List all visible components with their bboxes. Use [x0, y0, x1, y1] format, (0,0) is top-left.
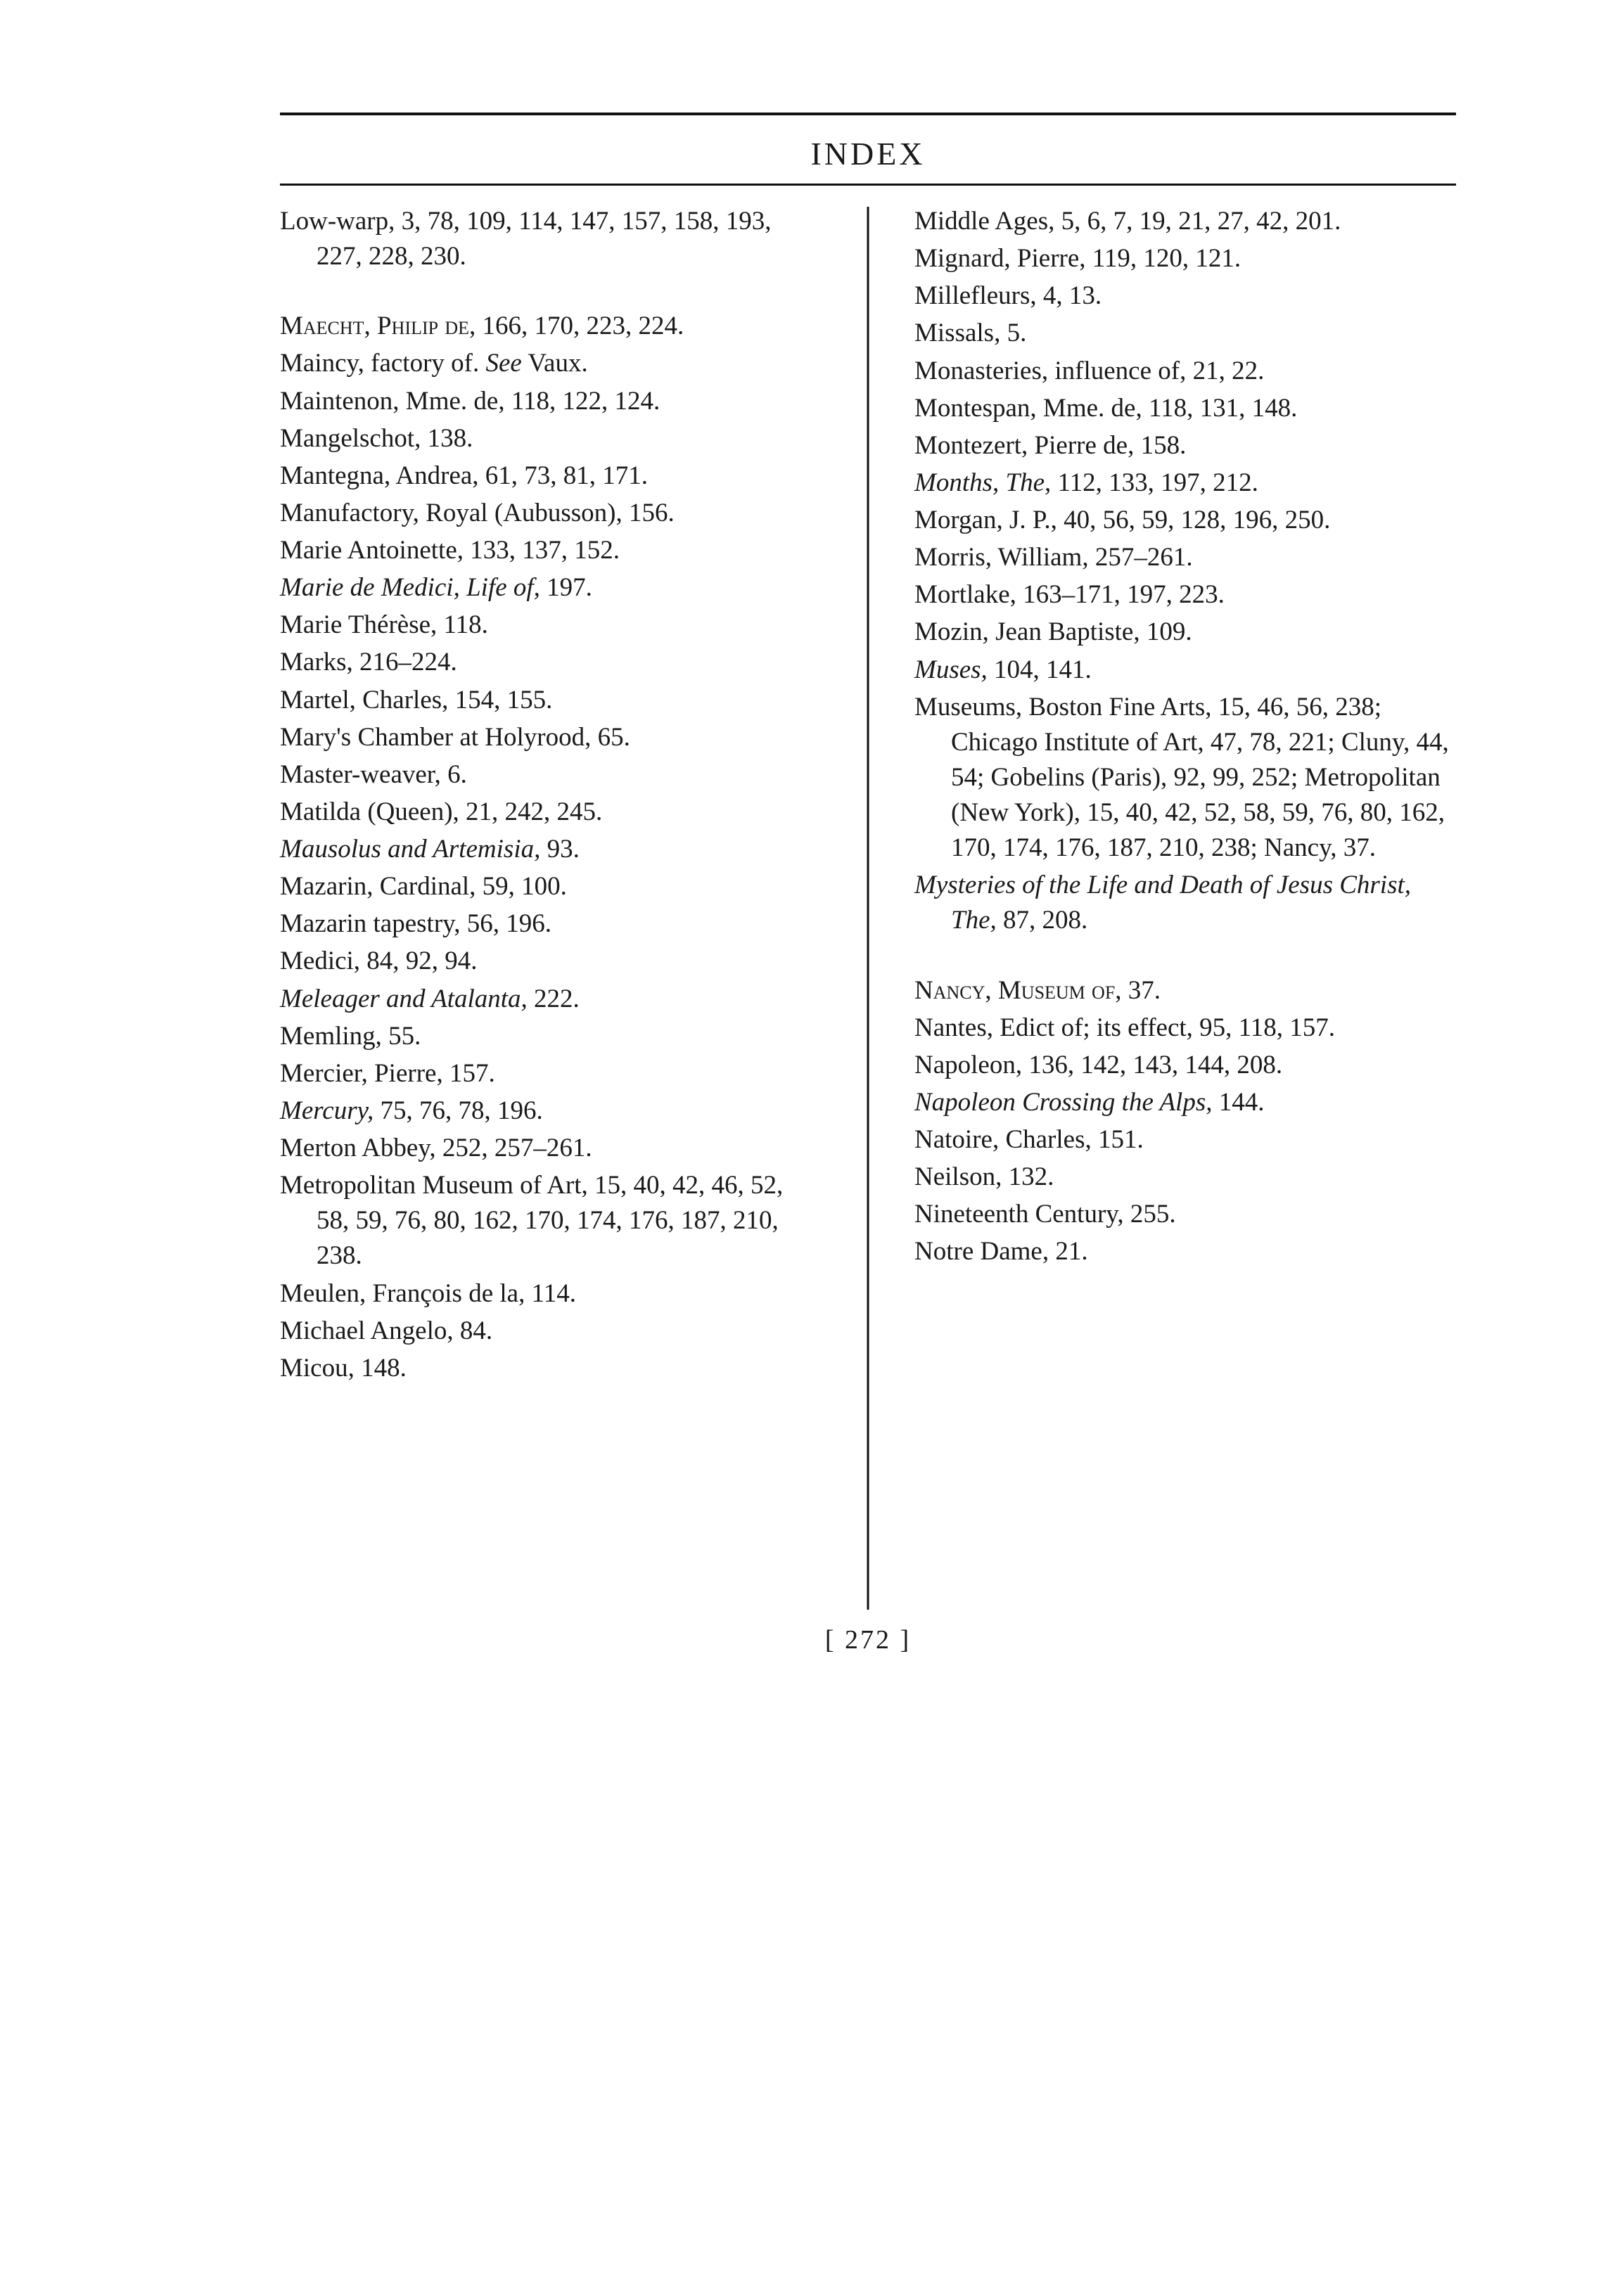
index-entry: Merton Abbey, 252, 257–261.: [280, 1134, 592, 1162]
index-entry: [280, 346, 822, 381]
index-entry: Memling, 55.: [280, 1021, 421, 1051]
index-entry: Mercier, Pierre, 157.: [280, 1058, 495, 1088]
column-divider: [867, 207, 869, 1610]
index-entry: [280, 982, 822, 1017]
index-entry: Martel, Charles, 154, 155.: [280, 685, 553, 714]
index-entry-refs: 112, 133, 197, 212.: [1051, 468, 1258, 497]
index-entry: Michael Angelo, 84.: [280, 1316, 493, 1345]
title-rule: [280, 184, 1456, 186]
index-entry: Monasteries, influence of, 21, 22.: [914, 356, 1265, 385]
index-entry: Manufactory, Royal (Aubusson), 156.: [280, 498, 675, 527]
index-entry: Micou, 148.: [280, 1353, 407, 1383]
index-entry: [914, 868, 1456, 938]
page-content: [280, 113, 1456, 1655]
index-entry-refs: 93.: [540, 835, 580, 864]
index-entry-title: Meleager and Atalanta,: [280, 984, 528, 1013]
index-entry-refs: 166, 170, 223, 224.: [475, 312, 684, 341]
index-entry: Nineteenth Century, 255.: [914, 1200, 1176, 1229]
index-entry: Mantegna, Andrea, 61, 73, 81, 171.: [280, 461, 649, 490]
index-entry: Millefleurs, 4, 13.: [914, 281, 1102, 311]
index-entry: Mazarin, Cardinal, 59, 100.: [280, 872, 567, 902]
index-entry-title: Muses,: [914, 655, 988, 684]
index-entry: [914, 466, 1456, 501]
index-entry-text: Maincy, factory of.: [280, 349, 486, 378]
index-entry-refs: 144.: [1212, 1087, 1265, 1117]
index-column-left: [280, 204, 868, 1388]
index-entry-refs: 75, 76, 78, 196.: [374, 1096, 543, 1125]
index-entry-headword: Maecht, Philip de,: [280, 312, 476, 341]
index-entry-title: See: [485, 349, 522, 378]
index-entry: Mary's Chamber at Holyrood, 65.: [280, 722, 630, 752]
index-entry: Natoire, Charles, 151.: [914, 1125, 1144, 1154]
index-entry: Nantes, Edict of; its effect, 95, 118, 157.: [914, 1013, 1336, 1042]
index-entry-title: Napoleon Crossing the Alps,: [914, 1087, 1213, 1117]
index-entry-headword: Nancy, Museum of,: [914, 975, 1122, 1005]
index-entry: Meulen, François de la, 114.: [280, 1278, 576, 1308]
index-entry: Marie Thérèse, 118.: [280, 610, 488, 640]
index-entry: Metropolitan Museum of Art, 15, 40, 42, 46, 52, 58, 59, 76, 80, 162, 170, 174, 176, 187, 210, 238.: [280, 1171, 784, 1271]
index-entry: Montezert, Pierre de, 158.: [914, 430, 1187, 460]
page-folio: [ 272 ]: [824, 1625, 912, 1655]
page-title: INDEX: [810, 136, 926, 172]
index-entry: Low-warp, 3, 78, 109, 114, 147, 157, 158, 193, 227, 228, 230.: [280, 207, 772, 271]
index-entry-title: Mercury,: [280, 1096, 374, 1125]
index-column-right: [868, 204, 1456, 1388]
index-entry: Mazarin tapestry, 56, 196.: [280, 909, 551, 939]
index-entry-title: Months, The,: [914, 468, 1052, 497]
index-entry: Medici, 84, 92, 94.: [280, 947, 478, 976]
index-entry-refs: 197.: [540, 573, 592, 603]
index-entry: Missals, 5.: [914, 319, 1027, 348]
index-entry: [280, 309, 822, 344]
index-entry: [914, 1085, 1456, 1120]
index-entry: Mangelschot, 138.: [280, 423, 473, 453]
index-entry: Master-weaver, 6.: [280, 759, 467, 789]
index-entry: [280, 570, 822, 605]
index-entry: Notre Dame, 21.: [914, 1237, 1088, 1266]
index-entry: [280, 832, 822, 867]
section-gap: [280, 276, 822, 309]
index-entry-refs: Vaux.: [521, 349, 588, 378]
index-entry: Morris, William, 257–261.: [914, 543, 1193, 572]
index-entry: Napoleon, 136, 142, 143, 144, 208.: [914, 1050, 1283, 1079]
section-gap: [914, 941, 1456, 973]
index-entry: Mignard, Pierre, 119, 120, 121.: [914, 244, 1241, 274]
index-entry: [280, 1094, 822, 1129]
index-entry-refs: 37.: [1121, 975, 1161, 1005]
index-entry: Mortlake, 163–171, 197, 223.: [914, 580, 1225, 610]
index-entry-refs: 87, 208.: [996, 906, 1088, 935]
index-entry: Matilda (Queen), 21, 242, 245.: [280, 797, 603, 826]
index-entry: Montespan, Mme. de, 118, 131, 148.: [914, 393, 1298, 423]
index-entry: Marks, 216–224.: [280, 648, 457, 677]
index-entry: Marie Antoinette, 133, 137, 152.: [280, 536, 620, 565]
index-entry: Morgan, J. P., 40, 56, 59, 128, 196, 250.: [914, 506, 1331, 534]
index-columns: [280, 204, 1456, 1388]
index-entry: [914, 653, 1456, 688]
index-entry: Middle Ages, 5, 6, 7, 19, 21, 27, 42, 201.: [914, 207, 1341, 236]
index-entry: [914, 973, 1456, 1008]
index-entry: Mozin, Jean Baptiste, 109.: [914, 617, 1192, 647]
index-entry-title: Mausolus and Artemisia,: [280, 835, 541, 864]
index-entry-title: Marie de Medici, Life of,: [280, 573, 540, 603]
index-entry-title: Mysteries of the Life and Death of Jesus Christ, The,: [914, 871, 1412, 935]
index-entry-refs: 104, 141.: [987, 655, 1092, 684]
index-entry: Maintenon, Mme. de, 118, 122, 124.: [280, 386, 660, 416]
index-entry-refs: 222.: [527, 984, 580, 1013]
index-entry: Neilson, 132.: [914, 1162, 1054, 1192]
index-entry: Museums, Boston Fine Arts, 15, 46, 56, 238; Chicago Institute of Art, 47, 78, 221; Cluny, 44, 54; Gobelins (Paris), 92, 99, 252; Metropolitan (New York), 15, 40, 42, 52, 58, 59, 76, 80, 162, 170, 174, 176, 187, 210, 238; Nancy, 37.: [914, 692, 1449, 863]
